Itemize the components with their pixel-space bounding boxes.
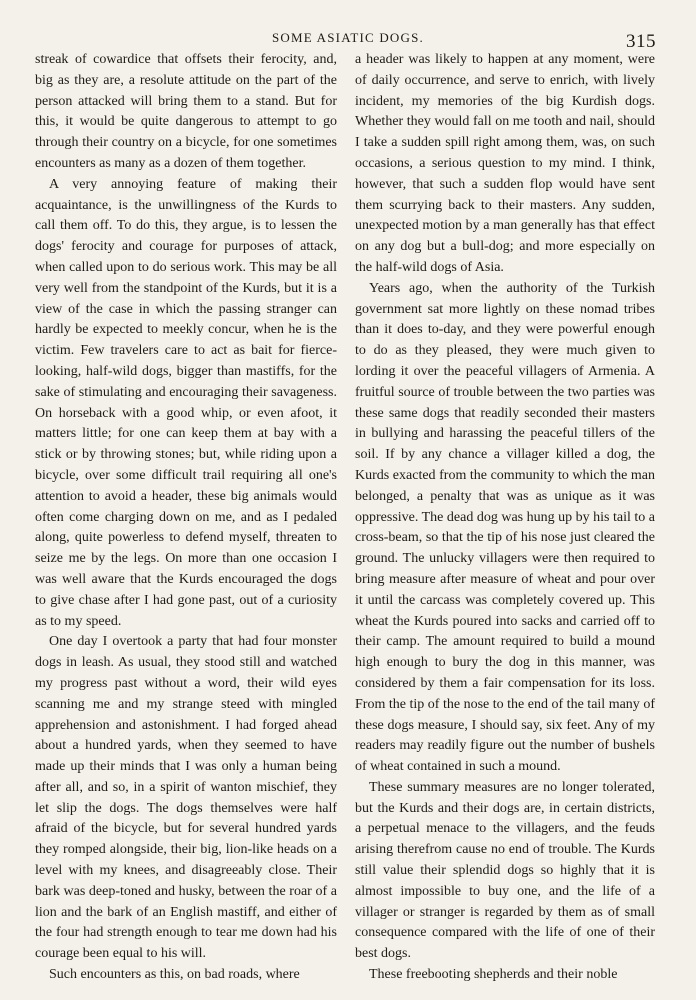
paragraph: Years ago, when the authority of the Turkish government sat more lightly on these nomad tribes than it does to-day, and they were powerful enough to do as they pleased, they were much given to lording it over the peaceful villagers of Armenia. A fruitful source of trouble between the two parties was these same dogs that readily seconded their masters in bullying and harassing the peaceful tillers of the soil. If by any chance a villager killed a dog, the Kurds exacted from the community to which the man belonged, a penalty that was as unique as it was oppressive. The dead dog was hung up by his tail to a cross-beam, so that the tip of his nose just cleared the ground. The unlucky villagers were then required to bring measure after measure of wheat and pour over it until the carcass was completely covered up. This wheat the Kurds poured into sacks and carried off to their camp. The amount required to build a mound high enough to bury the dog in this manner, was considered by them a fair compensation for its loss. From the tip of the nose to the end of the tail many of these dogs measure, I should say, six feet. Any of my readers may readily figure out the number of bushels of wheat contained in such a mound. <box>355 280 655 775</box>
paragraph: A very annoying feature of making their acquaintance, is the unwillingness of the Kurds to call them off. To do this, they argue, is to lessen the dogs' ferocity and courage for purposes of attack, when called upon to do serious work. This may be all very well from the standpoint of the Kurds, but it is a view of the case in which the passing stranger can hardly be expected to meekly concur, when he is the victim. Few travelers care to act as bait for fierce-looking, half-wild dogs, bigger than mastiffs, for the sake of stimulating and encouraging their savageness. On horseback with a good whip, or even afoot, it matters little; for one can keep them at bay with a stick or by throwing stones; but, while riding upon a bicycle, over some difficult trail requiring all one's attention to avoid a header, these big animals would often come charging down on me, and as I pedaled along, quite powerless to defend myself, threaten to seize me by the legs. On more than one occasion I was well aware that the Kurds encouraged the dogs to give chase after I had gone past, out of a curiosity as to my speed. <box>35 176 337 629</box>
paragraph: These freebooting shepherds and their noble <box>369 967 618 983</box>
paragraph: a header was likely to happen at any moment, were of daily occurrence, and serve to enrich, with lively incident, my memories of the big Kurdish dogs. Whether they would fall on me tooth and nail, should I take a sudden spill right among them, was, on such occasions, a serious question to my mind. I think, however, that such a sudden flop would have sent them scurrying back to their masters. Any sudden, unexpected motion by a man generally has that effect on any dog but a bull-dog; and more especially on the half-wild dogs of Asia. <box>355 52 655 275</box>
paragraph: These summary measures are no longer tolerated, but the Kurds and their dogs are, in certain districts, a perpetual menace to the villagers, and the feuds arising therefrom cause no end of trouble. The Kurds still value their splendid dogs so highly that it is almost impossible to buy one, and the life of a villager or stranger is regarded by them as of small consequence compared with the life of one of their best dogs. <box>355 779 655 962</box>
right-column <box>355 50 655 986</box>
page-number: 315 <box>626 31 656 52</box>
running-title: SOME ASIATIC DOGS. <box>272 30 424 45</box>
paragraph: One day I overtook a party that had four monster dogs in leash. As usual, they stood still and watched my progress past without a word, their wild eyes scanning me and my strange steed with mingled apprehension and astonishment. I had forged ahead about a hundred yards, when they seemed to have made up their minds that I was only a human being after all, and so, in a spirit of wanton mischief, they let slip the dogs. The dogs themselves were half afraid of the bicycle, but for several hundred yards they romped alongside, their big, lion-like heads on a level with my knees, and disagreeably close. Their bark was deep-toned and husky, between the roar of a lion and the bark of an English mastiff, and either of the four had strength enough to tear me down had his courage been equal to his will. <box>35 634 337 962</box>
left-column <box>35 50 337 986</box>
paragraph: streak of cowardice that offsets their ferocity, and, big as they are, a resolute attitude on the part of the person attacked will bring them to a stand. But for this, it would be quite dangerous to attempt to go through their country on a bicycle, for one sometimes encounters as many as a dozen of them together. <box>35 52 337 171</box>
paragraph: Such encounters as this, on bad roads, where <box>49 967 300 983</box>
